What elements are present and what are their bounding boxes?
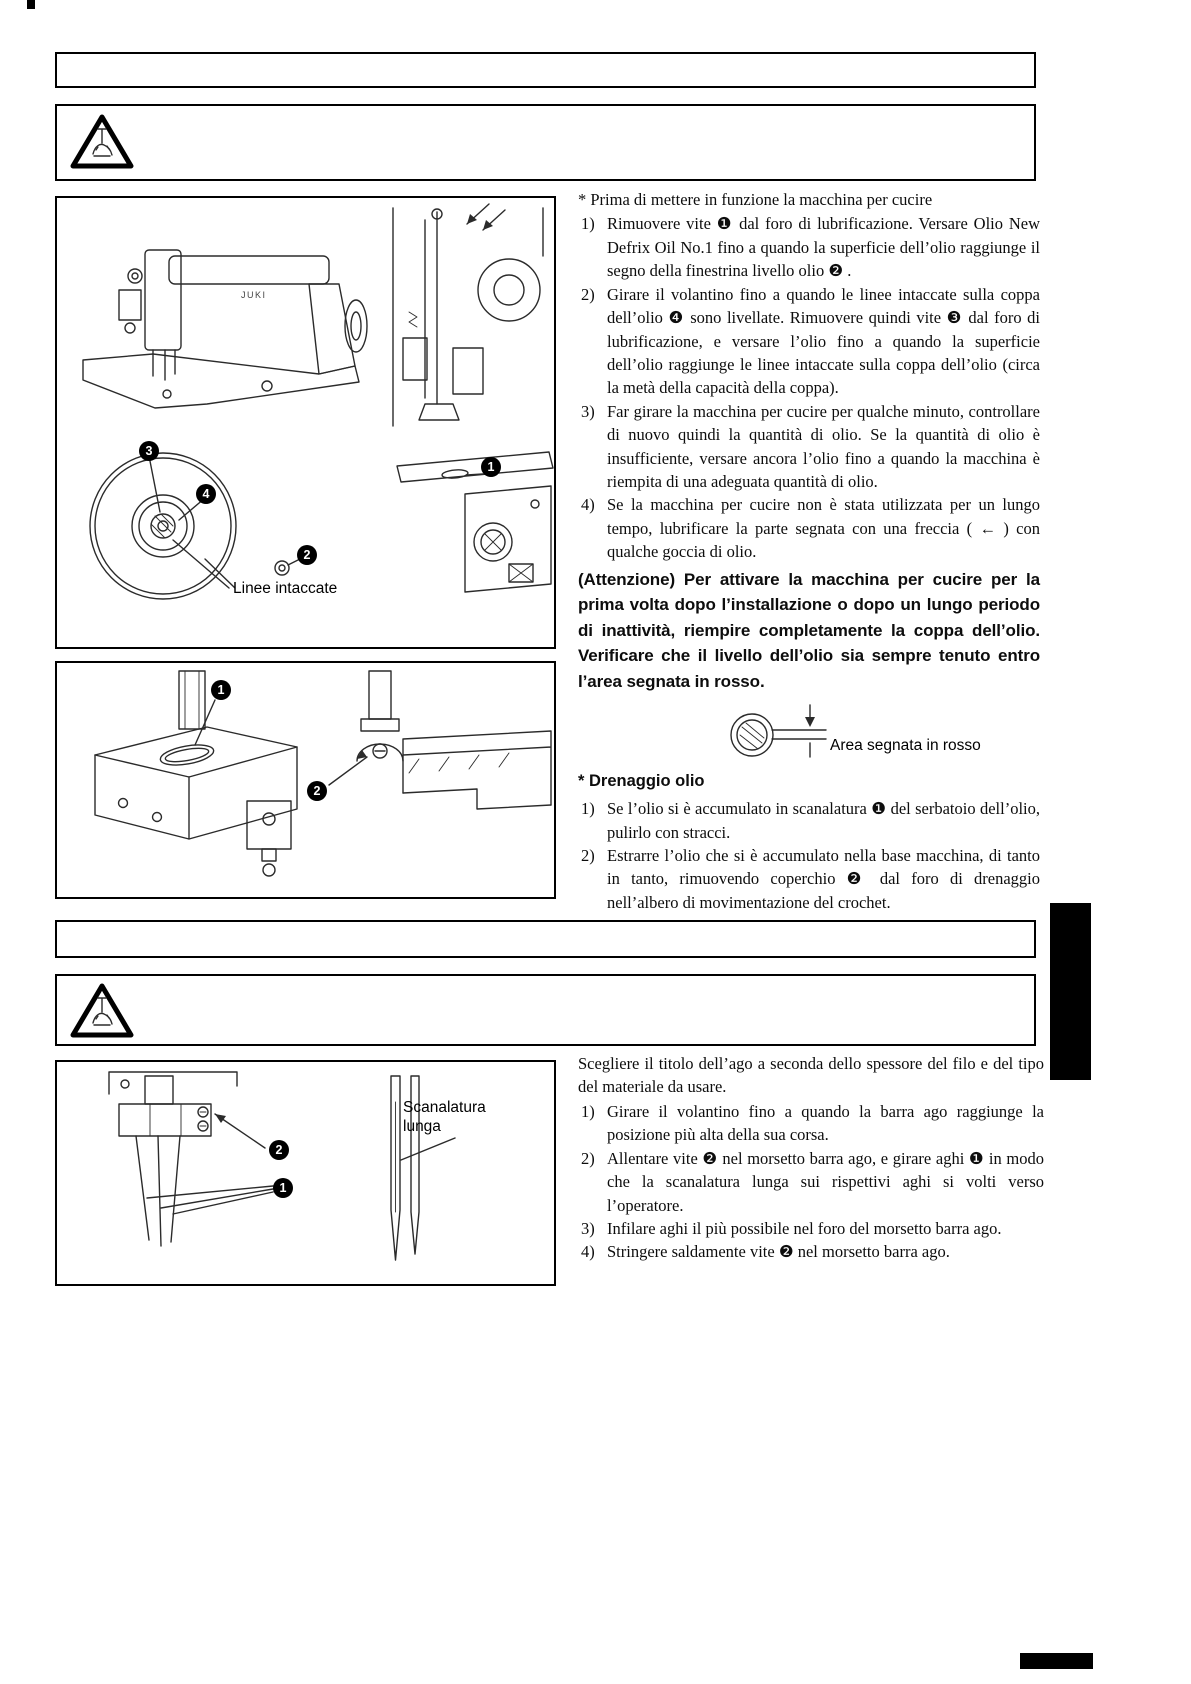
step-number: 1) (581, 799, 595, 819)
callout-4 (196, 484, 216, 504)
step-text: Far girare la macchina per cucire per qualche minuto, controllare di nuovo quindi la quantità di olio. Se la quantità di olio è insufficiente, versare ancora l’olio fino a quando la macchina è riempita di una adeguata quantità di olio. (607, 401, 1040, 492)
step-number: 2) (581, 1148, 595, 1168)
callout-2 (269, 1140, 289, 1160)
attention-note: (Attenzione) Per attivare la macchina per cucire per la prima volta dopo l’installazione o dopo un lungo periodo di inattività, riempire completamente la coppa dell’olio. Verificare che il livello dell’olio sia sempre tenuto entro l’area segnata in rosso. (578, 569, 1040, 691)
step-text: Girare il volantino fino a quando la barra ago raggiunge la posizione più alta della sua corsa. (607, 1101, 1044, 1145)
needle-step-3 (578, 1217, 1044, 1240)
machine-brand-text: JUKI (241, 290, 267, 300)
step-text: Rimuovere vite ❶ dal foro di lubrificazione. Versare Olio New Defrix Oil No.1 fino a quando la superficie dell’olio raggiunge il segno della finestrina livello olio ❷ . (607, 214, 1040, 281)
footer-print-mark (1020, 1653, 1093, 1669)
step-text: Stringere saldamente vite ❷ nel morsetto barra ago. (607, 1242, 950, 1262)
figure-lubrication-overview (55, 196, 556, 649)
step-number: 3) (581, 1218, 595, 1238)
step-text: Girare il volantino fino a quando le linee intaccate sulla coppa dell’olio ❹ sono livellate. Rimuovere quindi vite ❸ dal foro di lubrificazione, e versare l’olio fino a quando la superficie dell’olio raggiunge le linee intaccate sulla coppa dell’olio (circa la metà della capacità della coppa). (607, 284, 1040, 398)
step-text: Estrarre l’olio che si è accumulato nella base macchina, di tanto in tanto, rimuovendo coperchio ❷ dal foro di drenaggio nell’albero di movimentazione del crochet. (607, 846, 1040, 912)
callout-2 (307, 781, 327, 801)
scanalatura-lunga-label: Scanalatura lunga (403, 1099, 486, 1136)
step-text: Se l’olio si è accumulato in scanalatura ❶ del serbatoio dell’olio, pulirlo con stracci. (607, 799, 1040, 842)
caution-triangle-icon (69, 982, 135, 1040)
figure-oil-drain (55, 661, 556, 899)
figure-needle-attachment (55, 1060, 556, 1286)
step-number: 4) (581, 495, 595, 515)
section-title-bar-needle (55, 920, 1036, 958)
callout-2-digit: 2 (303, 548, 311, 562)
callout-2 (297, 545, 317, 565)
caution-box-needle (55, 974, 1036, 1046)
callout-1 (481, 457, 501, 477)
callout-1-digit: 1 (279, 1181, 287, 1195)
scan-mark-top (27, 0, 35, 9)
oiling-step-1 (578, 212, 1040, 282)
oil-window-figure (578, 703, 1040, 765)
callout-1 (273, 1178, 293, 1198)
caution-triangle-icon (69, 113, 135, 171)
callout-2-digit: 2 (275, 1143, 283, 1157)
oiling-step-4 (578, 493, 1040, 563)
callout-1-digit: 1 (217, 683, 225, 697)
area-rosso-label: Area segnata in rosso (830, 737, 981, 755)
callout-1 (211, 680, 231, 700)
step-text: Se la macchina per cucire non è stata utilizzata per un lungo tempo, lubrificare la parte segnata con una freccia ( ← ) con qualche goccia di olio. (607, 495, 1040, 562)
needle-step-2 (578, 1147, 1044, 1217)
oil-drain-figure-drawing (57, 663, 554, 897)
section-title-bar-top (55, 52, 1036, 88)
needle-text-column (578, 1052, 1044, 1264)
callout-4-digit: 4 (202, 487, 210, 501)
oil-window-drawing (726, 703, 830, 763)
step-number: 4) (581, 1242, 595, 1262)
oiling-text-column (578, 188, 1040, 914)
drain-step-2 (578, 844, 1040, 914)
needle-step-4 (578, 1240, 1044, 1263)
needle-intro: Scegliere il titolo dell’ago a seconda dello spessore del filo e del tipo del materiale da usare. (578, 1054, 1044, 1097)
oiling-step-2 (578, 283, 1040, 400)
step-number: 1) (581, 214, 595, 234)
callout-1-digit: 1 (487, 460, 495, 474)
needle-step-1 (578, 1100, 1044, 1147)
oiling-intro: * Prima di mettere in funzione la macchina per cucire (578, 190, 933, 209)
section-index-tab (1050, 903, 1091, 1080)
step-number: 3) (581, 401, 595, 421)
callout-3 (139, 441, 159, 461)
step-number: 1) (581, 1101, 595, 1121)
step-text: Infilare aghi il più possibile nel foro del morsetto barra ago. (607, 1218, 1002, 1238)
step-number: 2) (581, 846, 595, 866)
oiling-step-3 (578, 400, 1040, 494)
callout-3-digit: 3 (145, 444, 153, 458)
step-number: 2) (581, 284, 595, 304)
drain-heading: * Drenaggio olio (578, 772, 705, 791)
step-text: Allentare vite ❷ nel morsetto barra ago, e girare aghi ❶ in modo che la scanalatura lunga sui rispettivi aghi si volti verso l’operatore. (607, 1148, 1044, 1215)
drain-step-1 (578, 797, 1040, 844)
caution-box-oiling (55, 104, 1036, 181)
linee-intaccate-label: Linee intaccate (233, 580, 338, 597)
callout-2-digit: 2 (313, 784, 321, 798)
needle-figure-drawing (57, 1062, 554, 1284)
